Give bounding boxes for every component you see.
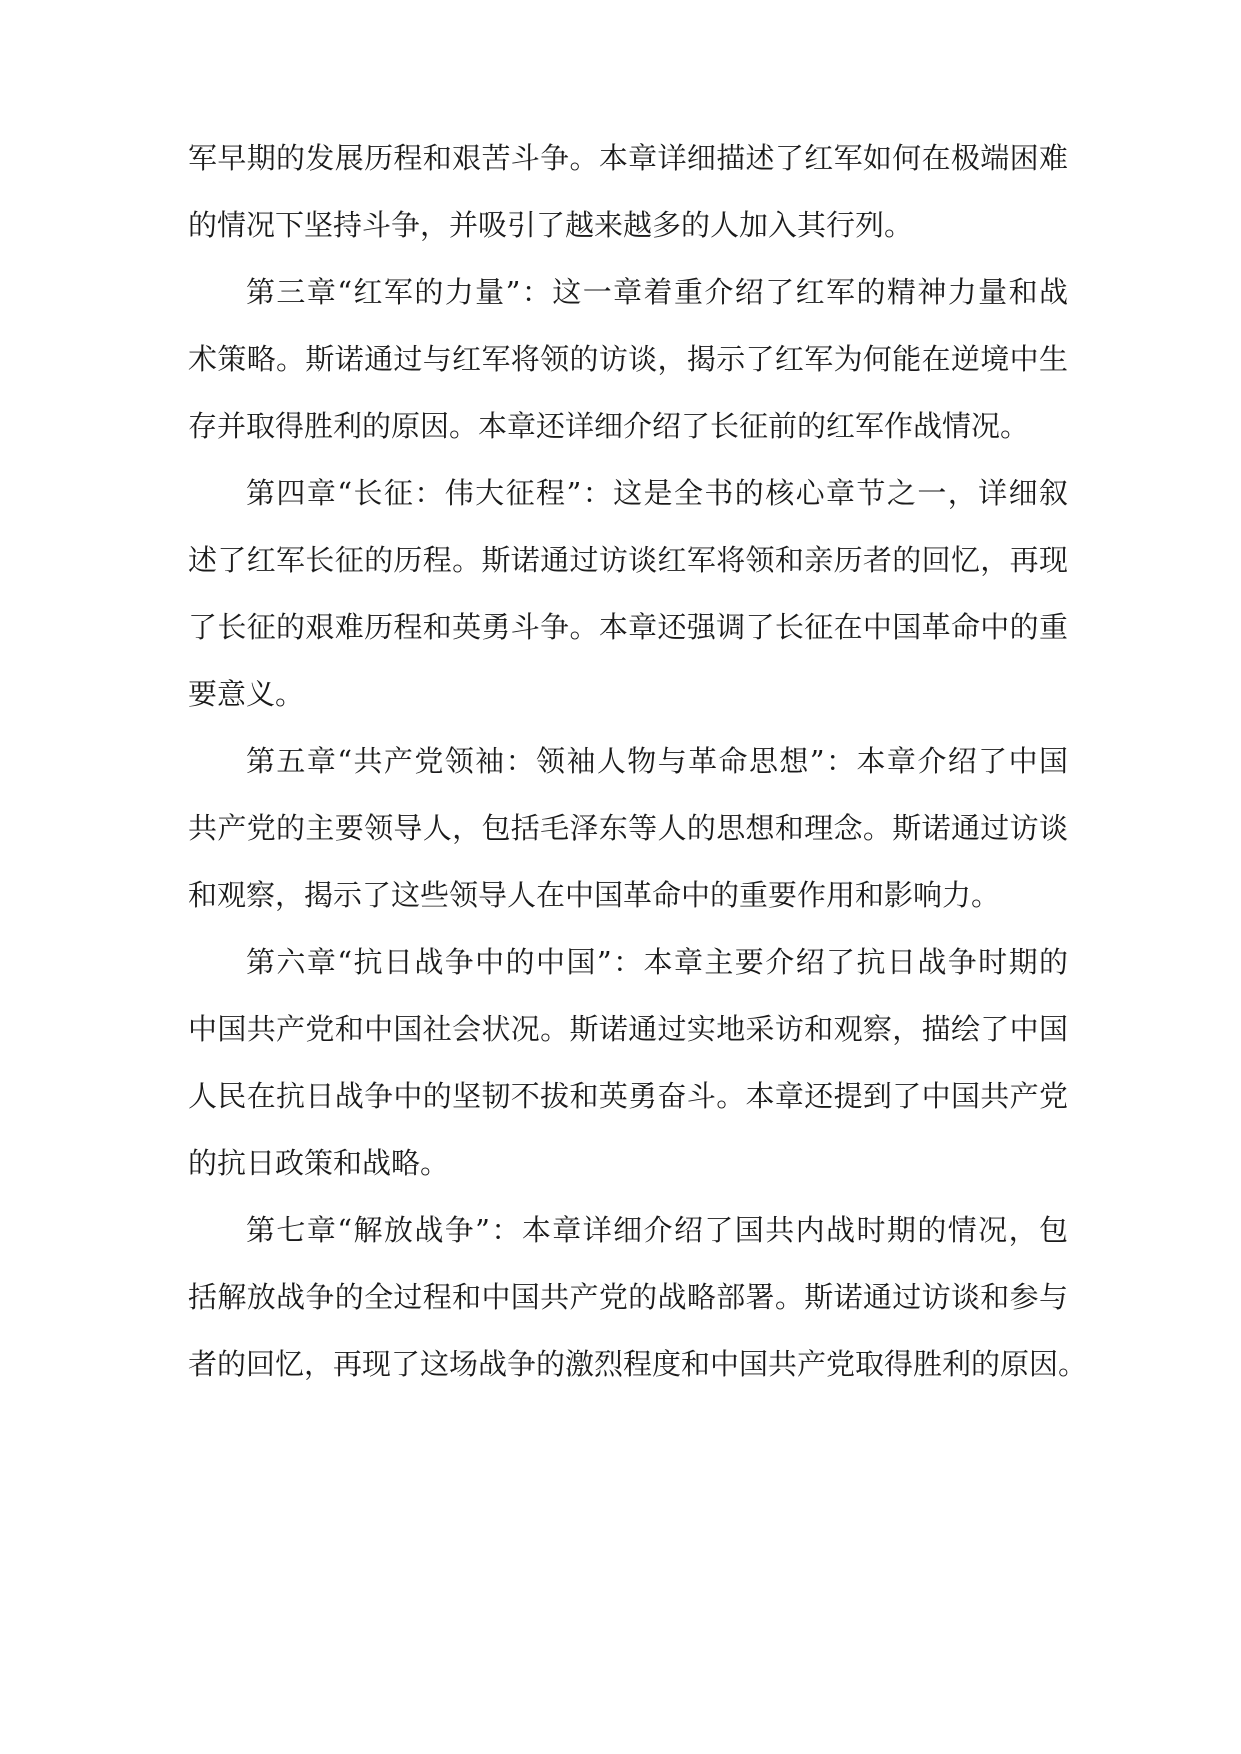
text-line: 的抗日政策和战略。 xyxy=(188,1146,450,1180)
text-line: 了长征的艰难历程和英勇斗争。本章还强调了长征在中国革命中的重 xyxy=(188,610,1068,644)
paragraph-first-line: 第三章“红军的力量”：这一章着重介绍了红军的精神力量和战 xyxy=(246,275,1068,309)
paragraph-first-line: 第四章“长征：伟大征程”：这是全书的核心章节之一，详细叙 xyxy=(246,476,1068,510)
text-line: 要意义。 xyxy=(188,677,305,711)
text-line: 的情况下坚持斗争，并吸引了越来越多的人加入其行列。 xyxy=(188,208,914,242)
text-line: 军早期的发展历程和艰苦斗争。本章详细描述了红军如何在极端困难 xyxy=(188,141,1068,175)
text-line: 述了红军长征的历程。斯诺通过访谈红军将领和亲历者的回忆，再现 xyxy=(188,543,1068,577)
paragraph-first-line: 第五章“共产党领袖：领袖人物与革命思想”：本章介绍了中国 xyxy=(246,744,1068,778)
text-line: 存并取得胜利的原因。本章还详细介绍了长征前的红军作战情况。 xyxy=(188,409,1030,443)
paragraph-first-line: 第七章“解放战争”：本章详细介绍了国共内战时期的情况，包 xyxy=(246,1213,1068,1247)
text-line: 人民在抗日战争中的坚韧不拔和英勇奋斗。本章还提到了中国共产党 xyxy=(188,1079,1068,1113)
text-line: 中国共产党和中国社会状况。斯诺通过实地采访和观察，描绘了中国 xyxy=(188,1012,1068,1046)
text-line: 括解放战争的全过程和中国共产党的战略部署。斯诺通过访谈和参与 xyxy=(188,1280,1068,1314)
text-line: 共产党的主要领导人，包括毛泽东等人的思想和理念。斯诺通过访谈 xyxy=(188,811,1068,845)
text-line: 术策略。斯诺通过与红军将领的访谈，揭示了红军为何能在逆境中生 xyxy=(188,342,1068,376)
text-line: 和观察，揭示了这些领导人在中国革命中的重要作用和影响力。 xyxy=(188,878,1001,912)
text-line: 者的回忆，再现了这场战争的激烈程度和中国共产党取得胜利的原因。 xyxy=(188,1347,1088,1381)
paragraph-first-line: 第六章“抗日战争中的中国”：本章主要介绍了抗日战争时期的 xyxy=(246,945,1068,979)
